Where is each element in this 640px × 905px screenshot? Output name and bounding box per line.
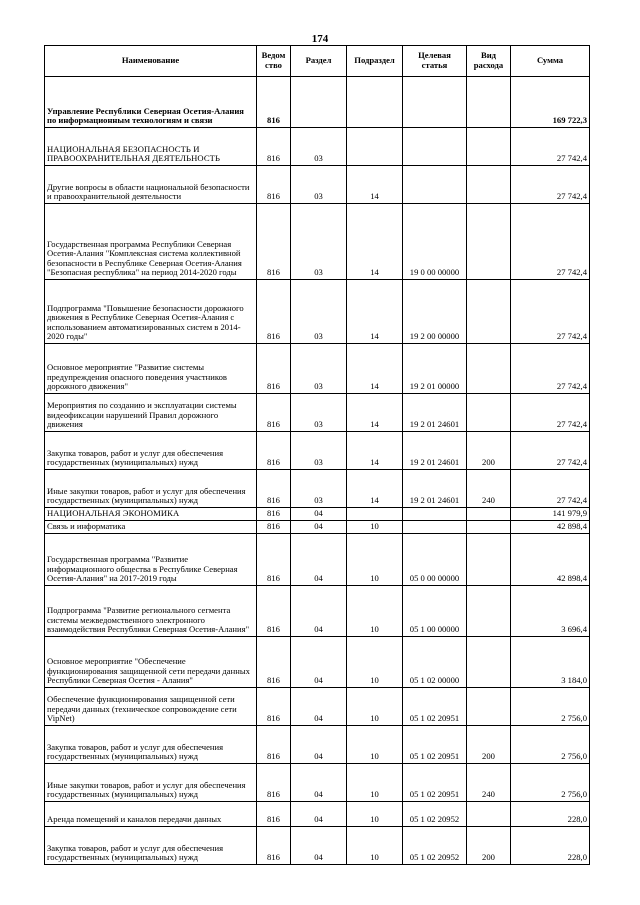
cell-razdel: 03 <box>291 394 347 432</box>
cell-podrazdel <box>347 77 403 128</box>
cell-vedom: 816 <box>257 204 291 280</box>
cell-expense <box>467 586 511 637</box>
cell-podrazdel: 10 <box>347 586 403 637</box>
cell-podrazdel: 10 <box>347 688 403 726</box>
cell-razdel: 04 <box>291 534 347 586</box>
cell-vedom: 816 <box>257 764 291 802</box>
cell-target: 19 2 01 00000 <box>403 344 467 394</box>
cell-target: 19 0 00 00000 <box>403 204 467 280</box>
cell-vedom: 816 <box>257 128 291 166</box>
cell-expense <box>467 521 511 534</box>
cell-vedom: 816 <box>257 637 291 688</box>
cell-vedom: 816 <box>257 344 291 394</box>
cell-name: Управление Республики Северная Осетия-Алания по информационным технологиям и связи <box>45 77 257 128</box>
cell-podrazdel: 10 <box>347 534 403 586</box>
cell-expense: 200 <box>467 726 511 764</box>
cell-vedom: 816 <box>257 827 291 865</box>
cell-sum: 27 742,4 <box>511 394 590 432</box>
cell-sum: 169 722,3 <box>511 77 590 128</box>
table-row <box>45 521 590 534</box>
table-row <box>45 166 590 204</box>
cell-vedom: 816 <box>257 688 291 726</box>
cell-sum: 2 756,0 <box>511 688 590 726</box>
cell-podrazdel: 14 <box>347 344 403 394</box>
cell-podrazdel: 10 <box>347 637 403 688</box>
header-podrazdel: Подраздел <box>347 46 403 77</box>
cell-razdel: 04 <box>291 827 347 865</box>
cell-podrazdel <box>347 128 403 166</box>
cell-name: Закупка товаров, работ и услуг для обеспечения государственных (муниципальных) нужд <box>45 726 257 764</box>
cell-razdel: 03 <box>291 166 347 204</box>
cell-razdel: 04 <box>291 726 347 764</box>
cell-expense <box>467 204 511 280</box>
cell-name: Подпрограмма "Развитие регионального сегмента системы межведомственного электронного взаимодействия Республики Северная Осетия-Алания" <box>45 586 257 637</box>
cell-expense <box>467 802 511 827</box>
table-row <box>45 764 590 802</box>
cell-sum: 228,0 <box>511 802 590 827</box>
table-row <box>45 77 590 128</box>
table-row <box>45 534 590 586</box>
cell-name: НАЦИОНАЛЬНАЯ БЕЗОПАСНОСТЬ И ПРАВООХРАНИТЕЛЬНАЯ ДЕЯТЕЛЬНОСТЬ <box>45 128 257 166</box>
cell-podrazdel <box>347 508 403 521</box>
cell-podrazdel: 10 <box>347 726 403 764</box>
table-row <box>45 432 590 470</box>
cell-target: 19 2 01 24601 <box>403 432 467 470</box>
header-target: Целевая статья <box>403 46 467 77</box>
table-row <box>45 344 590 394</box>
cell-sum: 141 979,9 <box>511 508 590 521</box>
table-row <box>45 637 590 688</box>
cell-sum: 3 184,0 <box>511 637 590 688</box>
cell-name: Другие вопросы в области национальной безопасности и правоохранительной деятельности <box>45 166 257 204</box>
cell-vedom: 816 <box>257 77 291 128</box>
cell-name: Иные закупки товаров, работ и услуг для обеспечения государственных (муниципальных) нужд <box>45 470 257 508</box>
cell-sum: 2 756,0 <box>511 726 590 764</box>
cell-target <box>403 128 467 166</box>
table-row <box>45 470 590 508</box>
cell-target: 05 1 02 20951 <box>403 764 467 802</box>
cell-razdel: 03 <box>291 204 347 280</box>
cell-expense: 240 <box>467 470 511 508</box>
cell-sum: 27 742,4 <box>511 344 590 394</box>
cell-podrazdel: 10 <box>347 802 403 827</box>
cell-name: Мероприятия по созданию и эксплуатации системы видеофиксации нарушений Правил дорожного движения <box>45 394 257 432</box>
header-name: Наименование <box>45 46 257 77</box>
cell-name: Иные закупки товаров, работ и услуг для обеспечения государственных (муниципальных) нужд <box>45 764 257 802</box>
cell-target <box>403 166 467 204</box>
cell-target: 05 0 00 00000 <box>403 534 467 586</box>
cell-sum: 42 898,4 <box>511 521 590 534</box>
cell-name: Государственная программа Республики Северная Осетия-Алания "Комплексная система коллективной безопасности в Республике Северная Осетия-Алания "Безопасная республика" на период 2014-2020 годы <box>45 204 257 280</box>
table-row <box>45 586 590 637</box>
table-header-row <box>45 46 590 77</box>
cell-vedom: 816 <box>257 394 291 432</box>
cell-name: НАЦИОНАЛЬНАЯ ЭКОНОМИКА <box>45 508 257 521</box>
cell-name: Основное мероприятие "Развитие системы предупреждения опасного поведения участников дорожного движения" <box>45 344 257 394</box>
cell-target: 19 2 01 24601 <box>403 394 467 432</box>
cell-name: Аренда помещений и каналов передачи данных <box>45 802 257 827</box>
cell-target: 05 1 02 20951 <box>403 726 467 764</box>
cell-name: Подпрограмма "Повышение безопасности дорожного движения в Республике Северная Осетия-Алания с использованием автоматизированных систем в 2014-2020 годы" <box>45 280 257 344</box>
cell-podrazdel: 14 <box>347 432 403 470</box>
cell-razdel: 04 <box>291 637 347 688</box>
cell-expense <box>467 508 511 521</box>
cell-razdel: 03 <box>291 470 347 508</box>
cell-razdel: 04 <box>291 802 347 827</box>
cell-target: 05 1 02 20952 <box>403 827 467 865</box>
table-row <box>45 394 590 432</box>
cell-sum: 228,0 <box>511 827 590 865</box>
header-expense: Вид расхода <box>467 46 511 77</box>
cell-sum: 2 756,0 <box>511 764 590 802</box>
table-row <box>45 204 590 280</box>
cell-vedom: 816 <box>257 508 291 521</box>
table-row <box>45 827 590 865</box>
cell-podrazdel: 14 <box>347 470 403 508</box>
cell-vedom: 816 <box>257 586 291 637</box>
cell-expense <box>467 280 511 344</box>
cell-target: 05 1 02 00000 <box>403 637 467 688</box>
cell-target <box>403 77 467 128</box>
cell-razdel: 04 <box>291 764 347 802</box>
cell-target: 05 1 02 20951 <box>403 688 467 726</box>
table-row <box>45 688 590 726</box>
cell-expense: 200 <box>467 827 511 865</box>
header-vedom: Ведом ство <box>257 46 291 77</box>
cell-razdel: 04 <box>291 586 347 637</box>
cell-expense <box>467 77 511 128</box>
cell-vedom: 816 <box>257 470 291 508</box>
cell-razdel <box>291 77 347 128</box>
cell-podrazdel: 14 <box>347 280 403 344</box>
cell-podrazdel: 14 <box>347 166 403 204</box>
header-sum: Сумма <box>511 46 590 77</box>
cell-vedom: 816 <box>257 280 291 344</box>
cell-vedom: 816 <box>257 534 291 586</box>
cell-expense <box>467 534 511 586</box>
cell-razdel: 03 <box>291 344 347 394</box>
page-number: 174 <box>311 33 329 45</box>
cell-target: 19 2 00 00000 <box>403 280 467 344</box>
cell-vedom: 816 <box>257 521 291 534</box>
cell-name: Закупка товаров, работ и услуг для обеспечения государственных (муниципальных) нужд <box>45 827 257 865</box>
cell-vedom: 816 <box>257 432 291 470</box>
cell-expense <box>467 128 511 166</box>
cell-sum: 27 742,4 <box>511 204 590 280</box>
cell-razdel: 03 <box>291 280 347 344</box>
cell-podrazdel: 10 <box>347 827 403 865</box>
table-row <box>45 726 590 764</box>
cell-vedom: 816 <box>257 166 291 204</box>
cell-name: Основное мероприятие "Обеспечение функционирования защищенной сети передачи данных Республики Северная Осетия - Алания" <box>45 637 257 688</box>
cell-sum: 27 742,4 <box>511 128 590 166</box>
cell-expense <box>467 394 511 432</box>
cell-sum: 27 742,4 <box>511 470 590 508</box>
cell-podrazdel: 10 <box>347 764 403 802</box>
cell-razdel: 03 <box>291 432 347 470</box>
cell-razdel: 03 <box>291 128 347 166</box>
cell-vedom: 816 <box>257 802 291 827</box>
cell-sum: 3 696,4 <box>511 586 590 637</box>
cell-expense <box>467 637 511 688</box>
cell-razdel: 04 <box>291 688 347 726</box>
table-row <box>45 802 590 827</box>
cell-name: Связь и информатика <box>45 521 257 534</box>
table-row <box>45 508 590 521</box>
cell-expense <box>467 688 511 726</box>
cell-expense <box>467 166 511 204</box>
cell-expense: 200 <box>467 432 511 470</box>
cell-name: Государственная программа "Развитие информационного общества в Республике Северная Осетия-Алания" на 2017-2019 годы <box>45 534 257 586</box>
cell-expense: 240 <box>467 764 511 802</box>
table-row <box>45 128 590 166</box>
cell-target <box>403 508 467 521</box>
cell-name: Обеспечение функционирования защищенной сети передачи данных (техническое сопровождение сети VipNet) <box>45 688 257 726</box>
cell-sum: 27 742,4 <box>511 432 590 470</box>
cell-razdel: 04 <box>291 521 347 534</box>
budget-table <box>44 45 590 865</box>
cell-podrazdel: 14 <box>347 394 403 432</box>
header-razdel: Раздел <box>291 46 347 77</box>
cell-vedom: 816 <box>257 726 291 764</box>
cell-target: 05 1 00 00000 <box>403 586 467 637</box>
cell-target: 19 2 01 24601 <box>403 470 467 508</box>
cell-sum: 42 898,4 <box>511 534 590 586</box>
table-row <box>45 280 590 344</box>
cell-sum: 27 742,4 <box>511 280 590 344</box>
cell-name: Закупка товаров, работ и услуг для обеспечения государственных (муниципальных) нужд <box>45 432 257 470</box>
cell-target <box>403 521 467 534</box>
cell-razdel: 04 <box>291 508 347 521</box>
cell-expense <box>467 344 511 394</box>
cell-podrazdel: 10 <box>347 521 403 534</box>
cell-podrazdel: 14 <box>347 204 403 280</box>
cell-target: 05 1 02 20952 <box>403 802 467 827</box>
cell-sum: 27 742,4 <box>511 166 590 204</box>
